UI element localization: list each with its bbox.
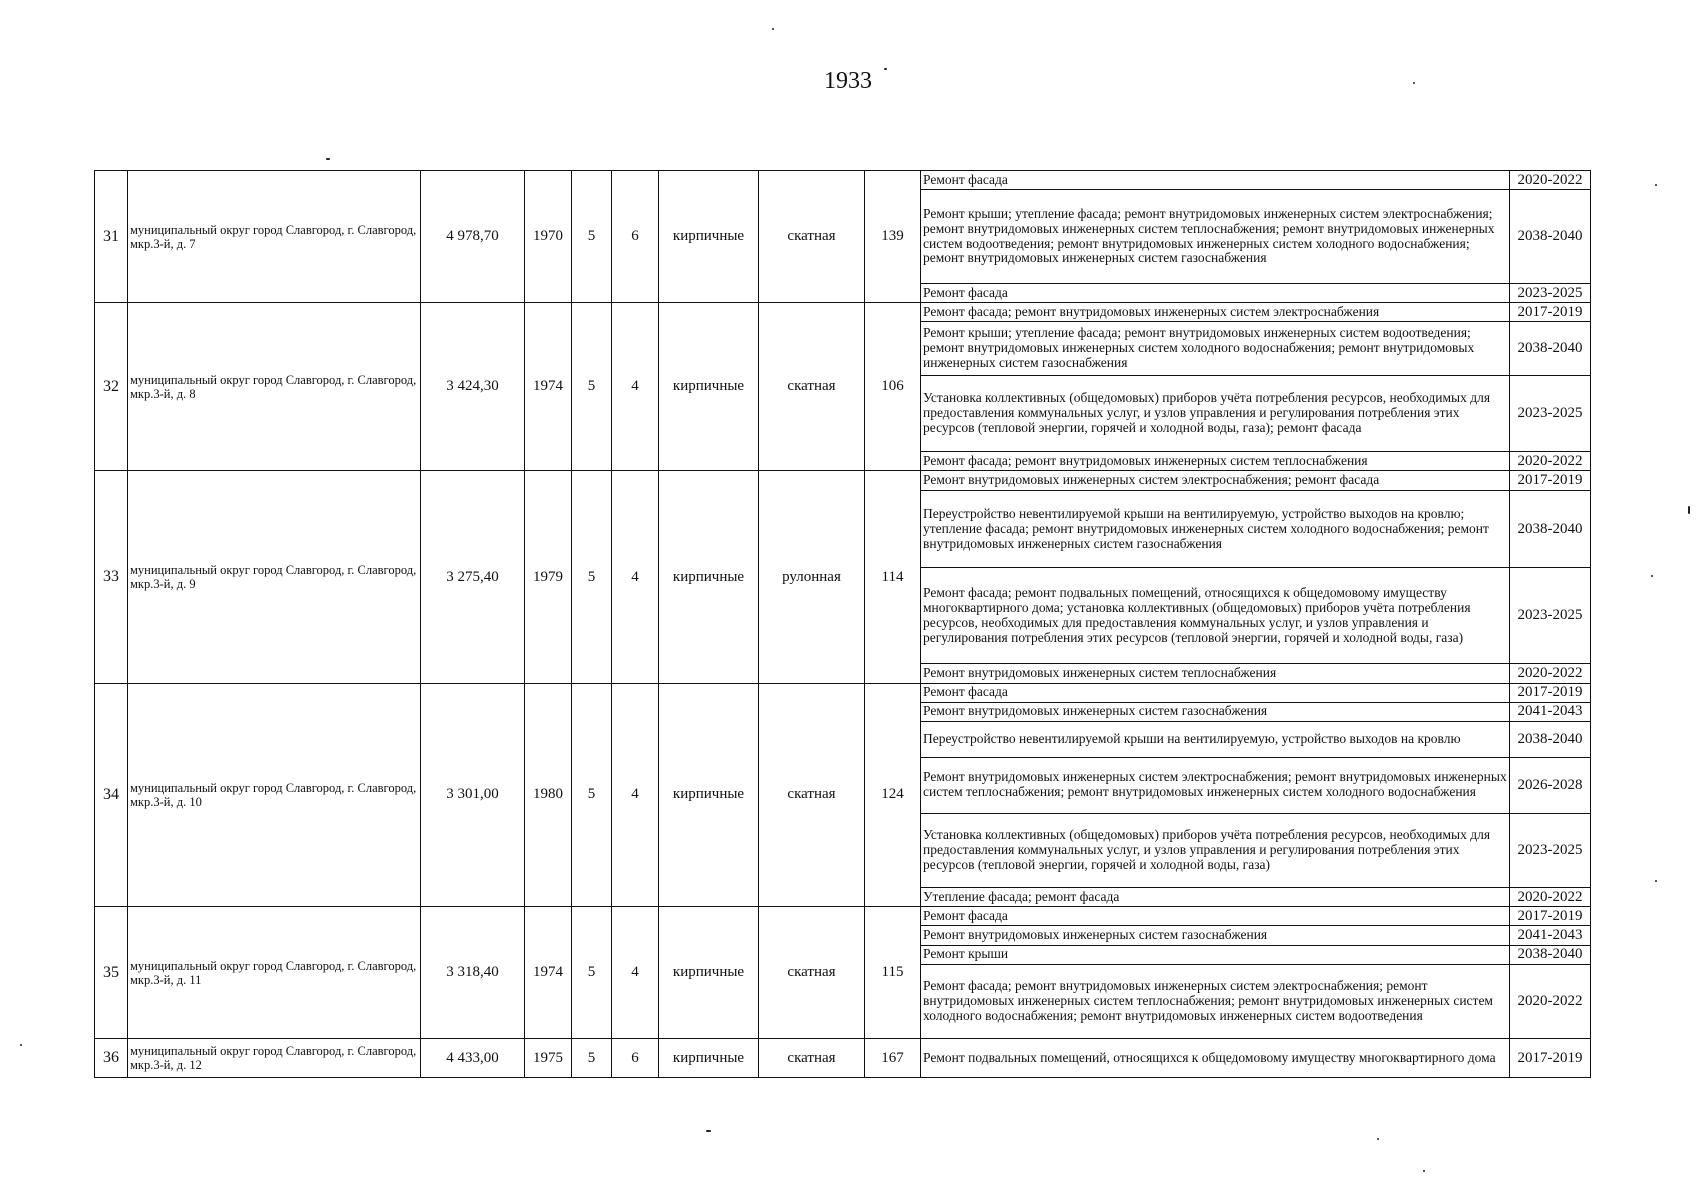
building-year: 1974	[525, 303, 572, 471]
repair-period: 2041-2043	[1510, 702, 1591, 721]
building-number: 31	[95, 171, 128, 303]
building-wall-material: кирпичные	[659, 471, 759, 683]
building-residents: 106	[865, 303, 921, 471]
repair-work-description: Ремонт внутридомовых инженерных систем теплоснабжения	[921, 664, 1510, 683]
repair-period: 2020-2022	[1510, 664, 1591, 683]
building-wall-material: кирпичные	[659, 683, 759, 907]
repair-work-description: Ремонт внутридомовых инженерных систем газоснабжения	[921, 702, 1510, 721]
repair-work-description: Ремонт фасада; ремонт внутридомовых инженерных систем теплоснабжения	[921, 452, 1510, 471]
building-address: муниципальный округ город Славгород, г. Славгород, мкр.3-й, д. 10	[128, 683, 421, 907]
repair-period: 2020-2022	[1510, 171, 1591, 190]
repair-work-description: Ремонт крыши; утепление фасада; ремонт внутридомовых инженерных систем электроснабжения; ремонт внутридомовых инженерных систем теплоснабжения; ремонт внутридомовых инженерных систем водоотведения; ремонт внутридомовых инженерных систем холодного водоснабжения; ремонт внутридомовых инженерных систем газоснабжения	[921, 190, 1510, 284]
page-number: 1933	[824, 68, 872, 94]
housing-repair-table	[94, 170, 1591, 1078]
repair-period: 2020-2022	[1510, 964, 1591, 1039]
scan-speck	[1655, 880, 1657, 882]
repair-period: 2017-2019	[1510, 471, 1591, 490]
repair-period: 2017-2019	[1510, 683, 1591, 702]
scan-speck	[1688, 506, 1690, 514]
repair-period: 2038-2040	[1510, 190, 1591, 284]
repair-work-description: Переустройство невентилируемой крыши на вентилируемую, устройство выходов на кровлю	[921, 721, 1510, 757]
repair-work-description: Ремонт фасада; ремонт внутридомовых инженерных систем электроснабжения	[921, 303, 1510, 322]
building-roof-type: рулонная	[759, 471, 865, 683]
building-roof-type: скатная	[759, 907, 865, 1039]
table-row	[95, 683, 1591, 702]
building-roof-type: скатная	[759, 683, 865, 907]
building-residents: 167	[865, 1039, 921, 1078]
scan-speck	[1651, 575, 1653, 577]
building-entrances: 6	[612, 171, 659, 303]
scan-speck	[772, 28, 774, 30]
repair-work-description: Установка коллективных (общедомовых) приборов учёта потребления ресурсов, необходимых для предоставления коммунальных услуг, и узлов управления и регулирования потребления этих ресурсов (тепловой энергии, горячей и холодной воды, газа); ремонт фасада	[921, 375, 1510, 452]
scan-speck	[20, 1044, 22, 1046]
repair-period: 2026-2028	[1510, 758, 1591, 813]
building-number: 35	[95, 907, 128, 1039]
table-body	[95, 171, 1591, 1078]
building-wall-material: кирпичные	[659, 303, 759, 471]
building-wall-material: кирпичные	[659, 907, 759, 1039]
scan-speck	[326, 158, 330, 160]
repair-work-description: Ремонт фасада	[921, 683, 1510, 702]
building-floors: 5	[572, 907, 612, 1039]
repair-work-description: Переустройство невентилируемой крыши на вентилируемую, устройство выходов на кровлю; утепление фасада; ремонт внутридомовых инженерных систем холодного водоснабжения; ремонт внутридомовых инженерных систем газоснабжения	[921, 490, 1510, 568]
building-area: 3 275,40	[421, 471, 525, 683]
building-area: 4 978,70	[421, 171, 525, 303]
building-entrances: 6	[612, 1039, 659, 1078]
building-entrances: 4	[612, 303, 659, 471]
repair-work-description: Ремонт внутридомовых инженерных систем электроснабжения; ремонт внутридомовых инженерных систем теплоснабжения; ремонт внутридомовых инженерных систем холодного водоснабжения	[921, 758, 1510, 813]
repair-work-description: Ремонт внутридомовых инженерных систем газоснабжения	[921, 926, 1510, 945]
scan-speck	[706, 1130, 711, 1132]
building-year: 1980	[525, 683, 572, 907]
table-row	[95, 471, 1591, 490]
building-floors: 5	[572, 1039, 612, 1078]
building-residents: 114	[865, 471, 921, 683]
building-floors: 5	[572, 171, 612, 303]
scan-speck	[1413, 82, 1415, 84]
table-row	[95, 171, 1591, 190]
repair-work-description: Ремонт фасада	[921, 907, 1510, 926]
repair-period: 2023-2025	[1510, 375, 1591, 452]
building-floors: 5	[572, 471, 612, 683]
repair-period: 2038-2040	[1510, 490, 1591, 568]
repair-work-description: Ремонт крыши	[921, 945, 1510, 964]
table-row	[95, 1039, 1591, 1078]
building-floors: 5	[572, 683, 612, 907]
repair-work-description: Ремонт фасада; ремонт подвальных помещений, относящихся к общедомовому имуществу многоквартирного дома; установка коллективных (общедомовых) приборов учёта потребления ресурсов, необходимых для предоставления коммунальных услуг, и узлов управления и регулирования потребления этих ресурсов (тепловой энергии, горячей и холодной воды, газа)	[921, 568, 1510, 664]
scan-speck	[1423, 1170, 1425, 1172]
table-row	[95, 907, 1591, 926]
repair-period: 2038-2040	[1510, 945, 1591, 964]
building-entrances: 4	[612, 683, 659, 907]
building-roof-type: скатная	[759, 171, 865, 303]
building-entrances: 4	[612, 471, 659, 683]
building-number: 34	[95, 683, 128, 907]
repair-work-description: Ремонт фасада	[921, 171, 1510, 190]
repair-period: 2017-2019	[1510, 303, 1591, 322]
building-number: 33	[95, 471, 128, 683]
repair-period: 2023-2025	[1510, 813, 1591, 888]
repair-work-description: Ремонт подвальных помещений, относящихся к общедомовому имуществу многоквартирного дома	[921, 1039, 1510, 1078]
building-area: 3 318,40	[421, 907, 525, 1039]
building-address: муниципальный округ город Славгород, г. Славгород, мкр.3-й, д. 11	[128, 907, 421, 1039]
building-roof-type: скатная	[759, 1039, 865, 1078]
table-row	[95, 303, 1591, 322]
building-year: 1979	[525, 471, 572, 683]
building-area: 3 301,00	[421, 683, 525, 907]
building-residents: 115	[865, 907, 921, 1039]
repair-work-description: Ремонт фасада; ремонт внутридомовых инженерных систем электроснабжения; ремонт внутридомовых инженерных систем теплоснабжения; ремонт внутридомовых инженерных систем холодного водоснабжения; ремонт внутридомовых инженерных систем водоотведения	[921, 964, 1510, 1039]
building-year: 1975	[525, 1039, 572, 1078]
repair-period: 2038-2040	[1510, 322, 1591, 375]
building-address: муниципальный округ город Славгород, г. Славгород, мкр.3-й, д. 9	[128, 471, 421, 683]
building-wall-material: кирпичные	[659, 171, 759, 303]
building-number: 32	[95, 303, 128, 471]
building-address: муниципальный округ город Славгород, г. Славгород, мкр.3-й, д. 7	[128, 171, 421, 303]
scan-speck	[1377, 1138, 1379, 1140]
repair-period: 2017-2019	[1510, 907, 1591, 926]
scan-speck	[884, 68, 887, 70]
repair-work-description: Ремонт внутридомовых инженерных систем электроснабжения; ремонт фасада	[921, 471, 1510, 490]
building-number: 36	[95, 1039, 128, 1078]
building-floors: 5	[572, 303, 612, 471]
building-year: 1970	[525, 171, 572, 303]
building-year: 1974	[525, 907, 572, 1039]
repair-period: 2017-2019	[1510, 1039, 1591, 1078]
repair-work-description: Установка коллективных (общедомовых) приборов учёта потребления ресурсов, необходимых для предоставления коммунальных услуг, и узлов управления и регулирования потребления этих ресурсов (тепловой энергии, горячей и холодной воды, газа)	[921, 813, 1510, 888]
building-entrances: 4	[612, 907, 659, 1039]
repair-period: 2041-2043	[1510, 926, 1591, 945]
building-wall-material: кирпичные	[659, 1039, 759, 1078]
building-address: муниципальный округ город Славгород, г. Славгород, мкр.3-й, д. 8	[128, 303, 421, 471]
building-area: 4 433,00	[421, 1039, 525, 1078]
repair-work-description: Ремонт крыши; утепление фасада; ремонт внутридомовых инженерных систем водоотведения; ремонт внутридомовых инженерных систем холодного водоснабжения; ремонт внутридомовых инженерных систем газоснабжения	[921, 322, 1510, 375]
building-address: муниципальный округ город Славгород, г. Славгород, мкр.3-й, д. 12	[128, 1039, 421, 1078]
repair-work-description: Ремонт фасада	[921, 283, 1510, 302]
repair-period: 2020-2022	[1510, 888, 1591, 907]
building-area: 3 424,30	[421, 303, 525, 471]
repair-period: 2023-2025	[1510, 283, 1591, 302]
building-residents: 124	[865, 683, 921, 907]
repair-period: 2023-2025	[1510, 568, 1591, 664]
repair-work-description: Утепление фасада; ремонт фасада	[921, 888, 1510, 907]
repair-period: 2020-2022	[1510, 452, 1591, 471]
repair-period: 2038-2040	[1510, 721, 1591, 757]
scan-speck	[1655, 184, 1657, 186]
building-residents: 139	[865, 171, 921, 303]
building-roof-type: скатная	[759, 303, 865, 471]
